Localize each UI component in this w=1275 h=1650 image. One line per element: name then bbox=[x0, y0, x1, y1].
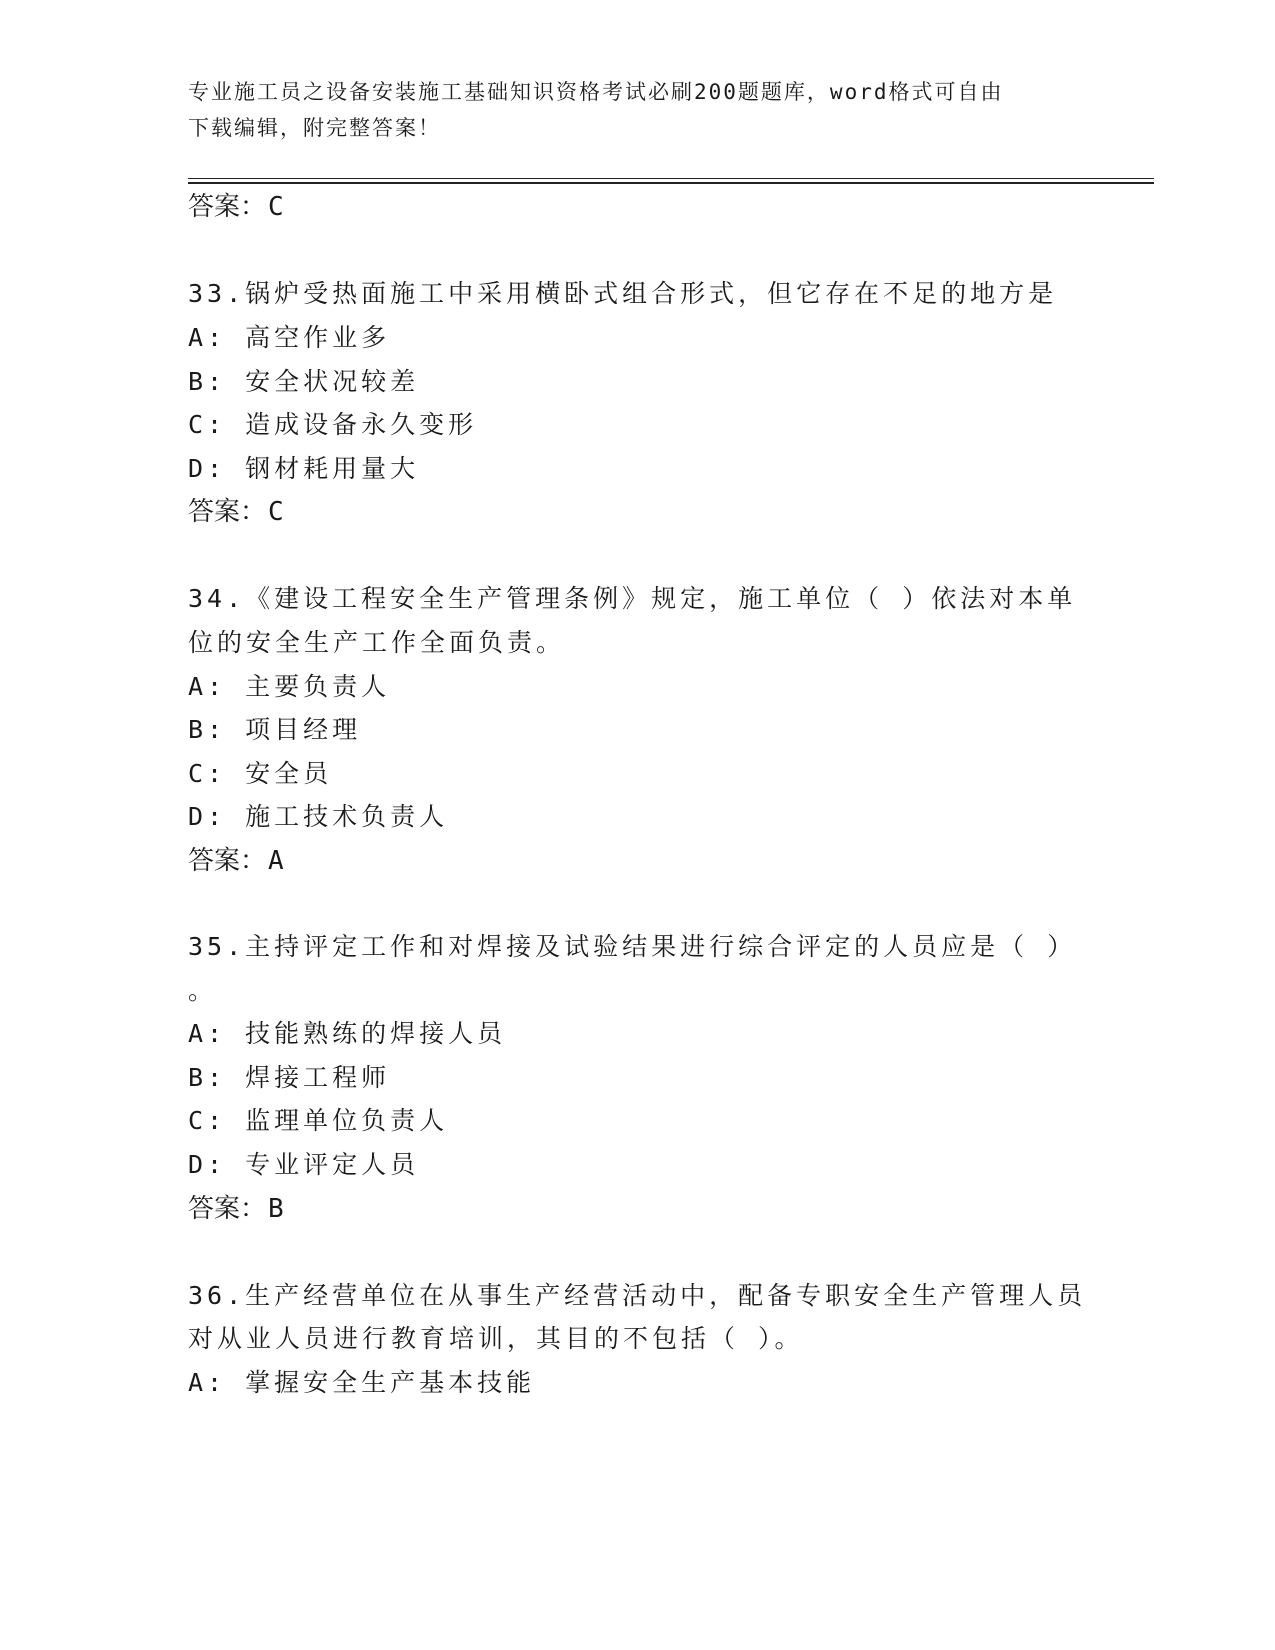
question-33-option-a: A: 高空作业多 bbox=[188, 323, 391, 352]
question-34-option-b: B: 项目经理 bbox=[188, 715, 362, 744]
question-33-option-c: C: 造成设备永久变形 bbox=[188, 410, 478, 439]
answer-label: 答案： bbox=[188, 192, 267, 222]
question-35-answer bbox=[188, 1188, 284, 1225]
question-36-option-a: A: 掌握安全生产基本技能 bbox=[188, 1368, 536, 1397]
answer-label: 答案： bbox=[188, 1194, 267, 1224]
question-35-stem-line-2: 。 bbox=[188, 976, 218, 1005]
question-36-stem-line-2: 对从业人员进行教育培训，其目的不包括（ ）。 bbox=[188, 1324, 804, 1353]
question-34-option-d: D: 施工技术负责人 bbox=[188, 802, 449, 831]
answer-value: C bbox=[268, 497, 284, 527]
question-35-option-a: A: 技能熟练的焊接人员 bbox=[188, 1019, 507, 1048]
header-rule-thick bbox=[188, 182, 1154, 184]
question-35-option-d: D: 专业评定人员 bbox=[188, 1150, 420, 1179]
header-line-1: 专业施工员之设备安装施工基础知识资格考试必刷200题题库，word格式可自由 bbox=[188, 80, 1004, 104]
answer-label: 答案： bbox=[188, 497, 267, 527]
answer-value: B bbox=[268, 1194, 284, 1224]
answer-line bbox=[188, 186, 284, 223]
question-35-stem-line-1: 35.主持评定工作和对焊接及试验结果进行综合评定的人员应是（ ） bbox=[188, 932, 1077, 961]
document-header bbox=[188, 74, 1088, 146]
answer-value: A bbox=[268, 846, 284, 876]
question-35-option-b: B: 焊接工程师 bbox=[188, 1063, 391, 1092]
question-35-option-c: C: 监理单位负责人 bbox=[188, 1106, 449, 1135]
answer-value: C bbox=[268, 192, 284, 222]
question-33-option-d: D: 钢材耗用量大 bbox=[188, 454, 420, 483]
question-33-stem: 33.锅炉受热面施工中采用横卧式组合形式，但它存在不足的地方是 bbox=[188, 279, 1058, 308]
header-line-2: 下载编辑，附完整答案！ bbox=[188, 116, 441, 140]
question-33-option-b: B: 安全状况较差 bbox=[188, 367, 420, 396]
question-33-answer bbox=[188, 491, 284, 528]
question-34-option-a: A: 主要负责人 bbox=[188, 672, 391, 701]
question-34-stem-line-2: 位的安全生产工作全面负责。 bbox=[188, 628, 566, 657]
question-34-option-c: C: 安全员 bbox=[188, 759, 333, 788]
question-36-stem-line-1: 36.生产经营单位在从事生产经营活动中，配备专职安全生产管理人员 bbox=[188, 1281, 1087, 1310]
answer-label: 答案： bbox=[188, 846, 267, 876]
question-34-answer bbox=[188, 840, 284, 877]
header-rule-thin bbox=[188, 178, 1154, 179]
question-34-stem-line-1: 34.《建设工程安全生产管理条例》规定，施工单位（ ）依法对本单 bbox=[188, 584, 1077, 613]
